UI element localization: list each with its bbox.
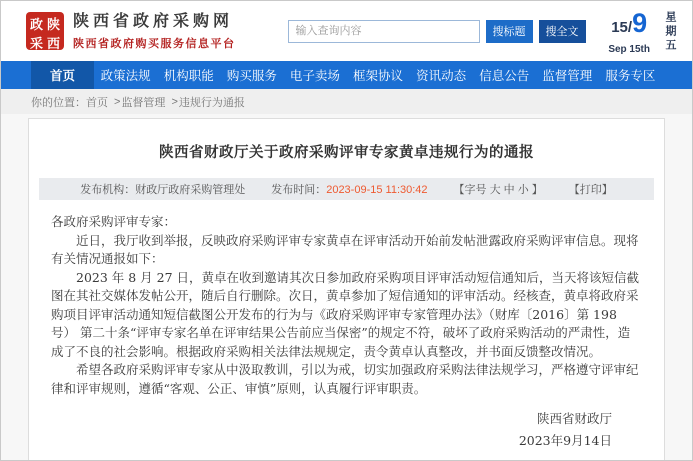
nav-item-policies[interactable]: 政策法规 bbox=[100, 69, 151, 83]
article-signature bbox=[29, 408, 664, 452]
logo-char: 政 bbox=[29, 18, 43, 33]
date-month: 9 bbox=[632, 7, 648, 38]
breadcrumb-supervision[interactable]: 监督管理 bbox=[121, 96, 166, 109]
nav-item-service-zone[interactable]: 服务专区 bbox=[605, 69, 656, 83]
nav-item-supervision[interactable]: 监督管理 bbox=[542, 69, 593, 83]
font-size-large-button[interactable]: 大 bbox=[489, 184, 501, 196]
nav-item-purchase-services[interactable]: 购买服务 bbox=[226, 69, 277, 83]
article-title: 陕西省财政厅关于政府采购评审专家黄卓违规行为的通报 bbox=[159, 145, 534, 161]
font-size-medium-button[interactable]: 中 bbox=[503, 184, 515, 196]
font-size-label-end: 】 bbox=[531, 184, 543, 196]
site-title: 陕西省政府采购网 bbox=[73, 12, 234, 30]
content-background bbox=[1, 114, 692, 461]
signature-date: 2023年9月14日 bbox=[518, 433, 612, 448]
nav-item-functions[interactable]: 机构职能 bbox=[163, 69, 214, 83]
breadcrumb bbox=[1, 89, 692, 114]
nav-item-home[interactable]: 首页 bbox=[31, 61, 94, 89]
breadcrumb-violation-notices[interactable]: 违规行为通报 bbox=[178, 96, 245, 109]
breadcrumb-separator: > bbox=[171, 95, 178, 108]
search-fulltext-button[interactable]: 搜全文 bbox=[539, 20, 586, 43]
publish-time-value: 2023-09-15 11:30:42 bbox=[326, 184, 428, 196]
site-header bbox=[1, 1, 692, 61]
font-size-label: 【字号 bbox=[453, 184, 487, 196]
article-paragraph: 希望各政府采购评审专家从中汲取教训，引以为戒，切实加强政府采购法律法规学习，严格遵守评审纪律和评审规则，遵循“客观、公正、审慎”原则，认真履行评审职责。 bbox=[51, 362, 639, 396]
logo-char: 采 bbox=[29, 37, 43, 52]
breadcrumb-home[interactable]: 首页 bbox=[86, 96, 108, 109]
logo-char: 西 bbox=[46, 37, 60, 52]
article-card bbox=[28, 118, 665, 461]
breadcrumb-separator: > bbox=[114, 95, 121, 108]
date-widget bbox=[608, 8, 678, 55]
print-button[interactable]: 【打印】 bbox=[568, 184, 613, 196]
article-meta-bar bbox=[39, 178, 654, 200]
publish-time: 发布时间：2023-09-15 11:30:42 bbox=[271, 184, 428, 196]
breadcrumb-prefix: 你的位置： bbox=[31, 96, 86, 109]
date-day: 15/ bbox=[611, 18, 633, 36]
font-size-control bbox=[454, 181, 543, 197]
publish-agency: 发布机构：财政厅政府采购管理处 bbox=[80, 184, 246, 196]
brand-block bbox=[73, 12, 236, 51]
main-nav bbox=[1, 61, 692, 89]
date-numbers bbox=[608, 8, 650, 55]
nav-item-announcements[interactable]: 信息公告 bbox=[479, 69, 530, 83]
signature-agency: 陕西省财政厅 bbox=[536, 411, 612, 426]
article-paragraph: 近日，我厅收到举报，反映政府采购评审专家黄卓在评审活动开始前发帖泄露政府采购评审信息。现将有关情况通报如下： bbox=[51, 232, 639, 266]
search-title-button[interactable]: 搜标题 bbox=[486, 20, 533, 43]
article-body bbox=[29, 200, 664, 398]
site-subtitle: 陕西省政府购买服务信息平台 bbox=[73, 37, 236, 50]
article-paragraph: 2023 年 8 月 27 日，黄卓在收到邀请其次日参加政府采购项目评审活动短信通知后，当天将该短信截图在其社交媒体发帖公开，随后自行删除。次日，黄卓参加了短信通知的评审活动。经核查，黄卓将政府采购项目评审活动通知短信截图公开发布的行为与《政府采购评审专家管理办法》（财库〔2016〕第 198 号） 第二十条“评审专家名单在评审结果公告前应当保密”的规定不符，破坏了政府采购活动的严肃性，造成了不良的社会影响。根据政府采购相关法律法规规定，责令黄卓认真整改，并书面反馈整改情况。 bbox=[51, 269, 640, 359]
search-input[interactable] bbox=[288, 20, 480, 43]
nav-item-framework-agreements[interactable]: 框架协议 bbox=[353, 69, 404, 83]
article-salutation: 各政府采购评审专家： bbox=[51, 214, 177, 229]
search-bar bbox=[288, 20, 586, 43]
nav-item-news[interactable]: 资讯动态 bbox=[416, 69, 467, 83]
logo-char: 陕 bbox=[46, 18, 60, 33]
font-size-small-button[interactable]: 小 bbox=[517, 184, 529, 196]
nav-item-e-marketplace[interactable]: 电子卖场 bbox=[289, 69, 340, 83]
date-weekday: 星期五 bbox=[664, 10, 676, 53]
date-english: Sep 15th bbox=[608, 43, 650, 55]
site-logo-seal-icon[interactable] bbox=[26, 12, 64, 50]
